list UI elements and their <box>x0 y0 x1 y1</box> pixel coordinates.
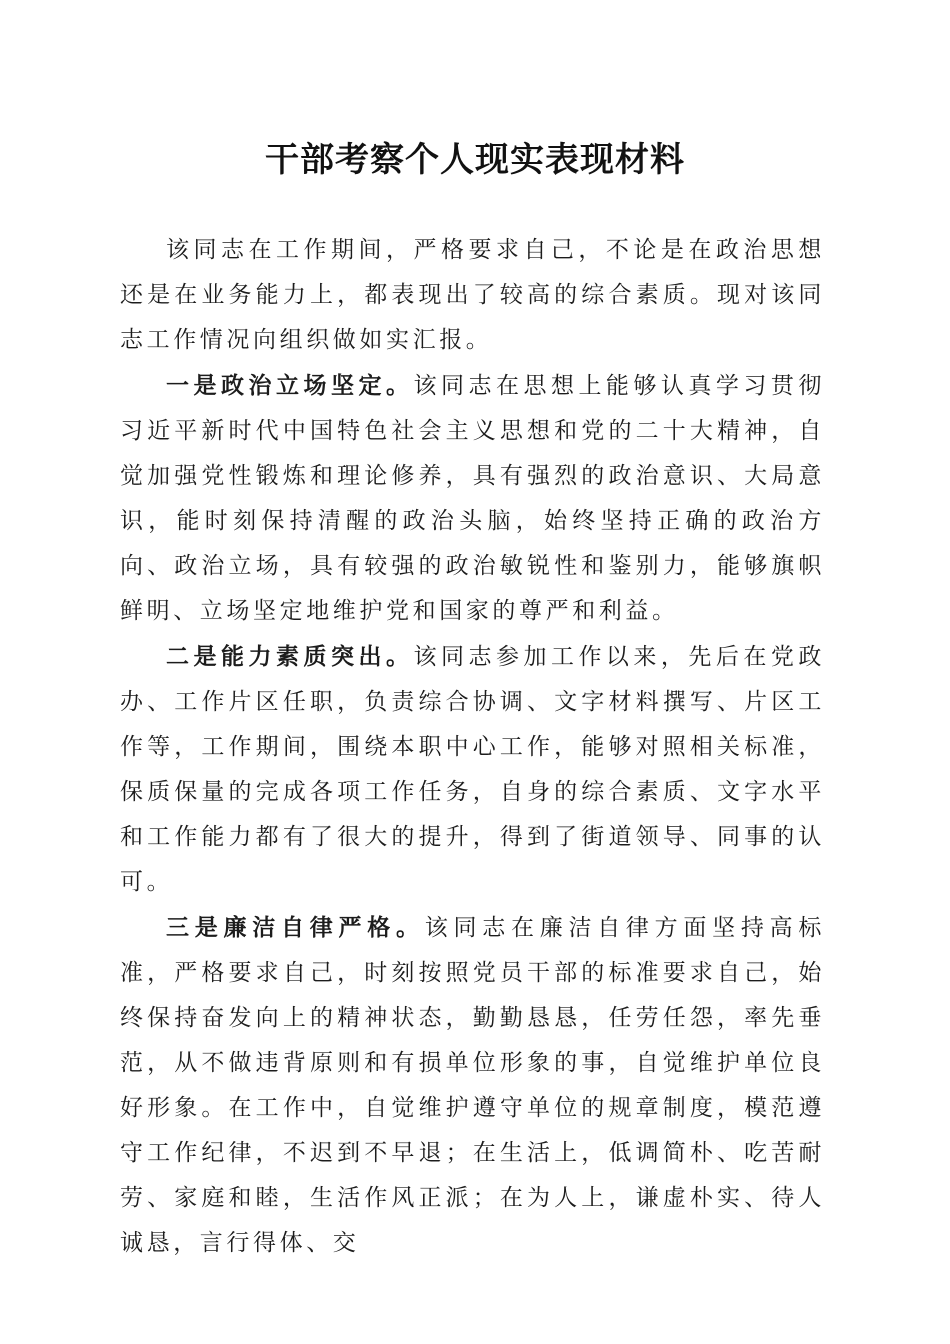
paragraph-intro <box>120 228 825 363</box>
paragraph-heading: 二是能力素质突出。 <box>166 643 414 670</box>
paragraph-integrity <box>120 905 825 1266</box>
paragraph-text: 该同志在工作期间，严格要求自己，不论是在政治思想还是在业务能力上，都表现出了较高的综合素质。现对该同志工作情况向组织做如实汇报。 <box>120 237 825 353</box>
document-body <box>120 228 825 1266</box>
document-title: 干部考察个人现实表现材料 <box>265 140 685 180</box>
paragraph-text: 该同志在思想上能够认真学习贯彻习近平新时代中国特色社会主义思想和党的二十大精神，自觉加强党性锻炼和理论修养，具有强烈的政治意识、大局意识，能时刻保持清醒的政治头脑，始终坚持正确的政治方向、政治立场，具有较强的政治敏锐性和鉴别力，能够旗帜鲜明、立场坚定地维护党和国家的尊严和利益。 <box>120 373 826 624</box>
paragraph-heading: 一是政治立场坚定。 <box>166 372 414 399</box>
paragraph-political-stance <box>120 363 825 634</box>
paragraph-text: 该同志参加工作以来，先后在党政办、工作片区任职，负责综合协调、文字材料撰写、片区工作等，工作期间，围绕本职中心工作，能够对照相关标准，保质保量的完成各项工作任务，自身的综合素质、文字水平和工作能力都有了很大的提升，得到了街道领导、同事的认可。 <box>120 644 826 895</box>
paragraph-heading: 三是廉洁自律严格。 <box>166 914 425 941</box>
paragraph-text: 该同志在廉洁自律方面坚持高标准，严格要求自己，时刻按照党员干部的标准要求自己，始终保持奋发向上的精神状态，勤勤恳恳，任劳任怨，率先垂范，从不做违背原则和有损单位形象的事，自觉维护单位良好形象。在工作中，自觉维护遵守单位的规章制度，模范遵守工作纪律，不迟到不早退；在生活上，低调简朴、吃苦耐劳、家庭和睦，生活作风正派；在为人上，谦虚朴实、待人诚恳，言行得体、交 <box>120 915 826 1256</box>
paragraph-ability <box>120 634 825 905</box>
